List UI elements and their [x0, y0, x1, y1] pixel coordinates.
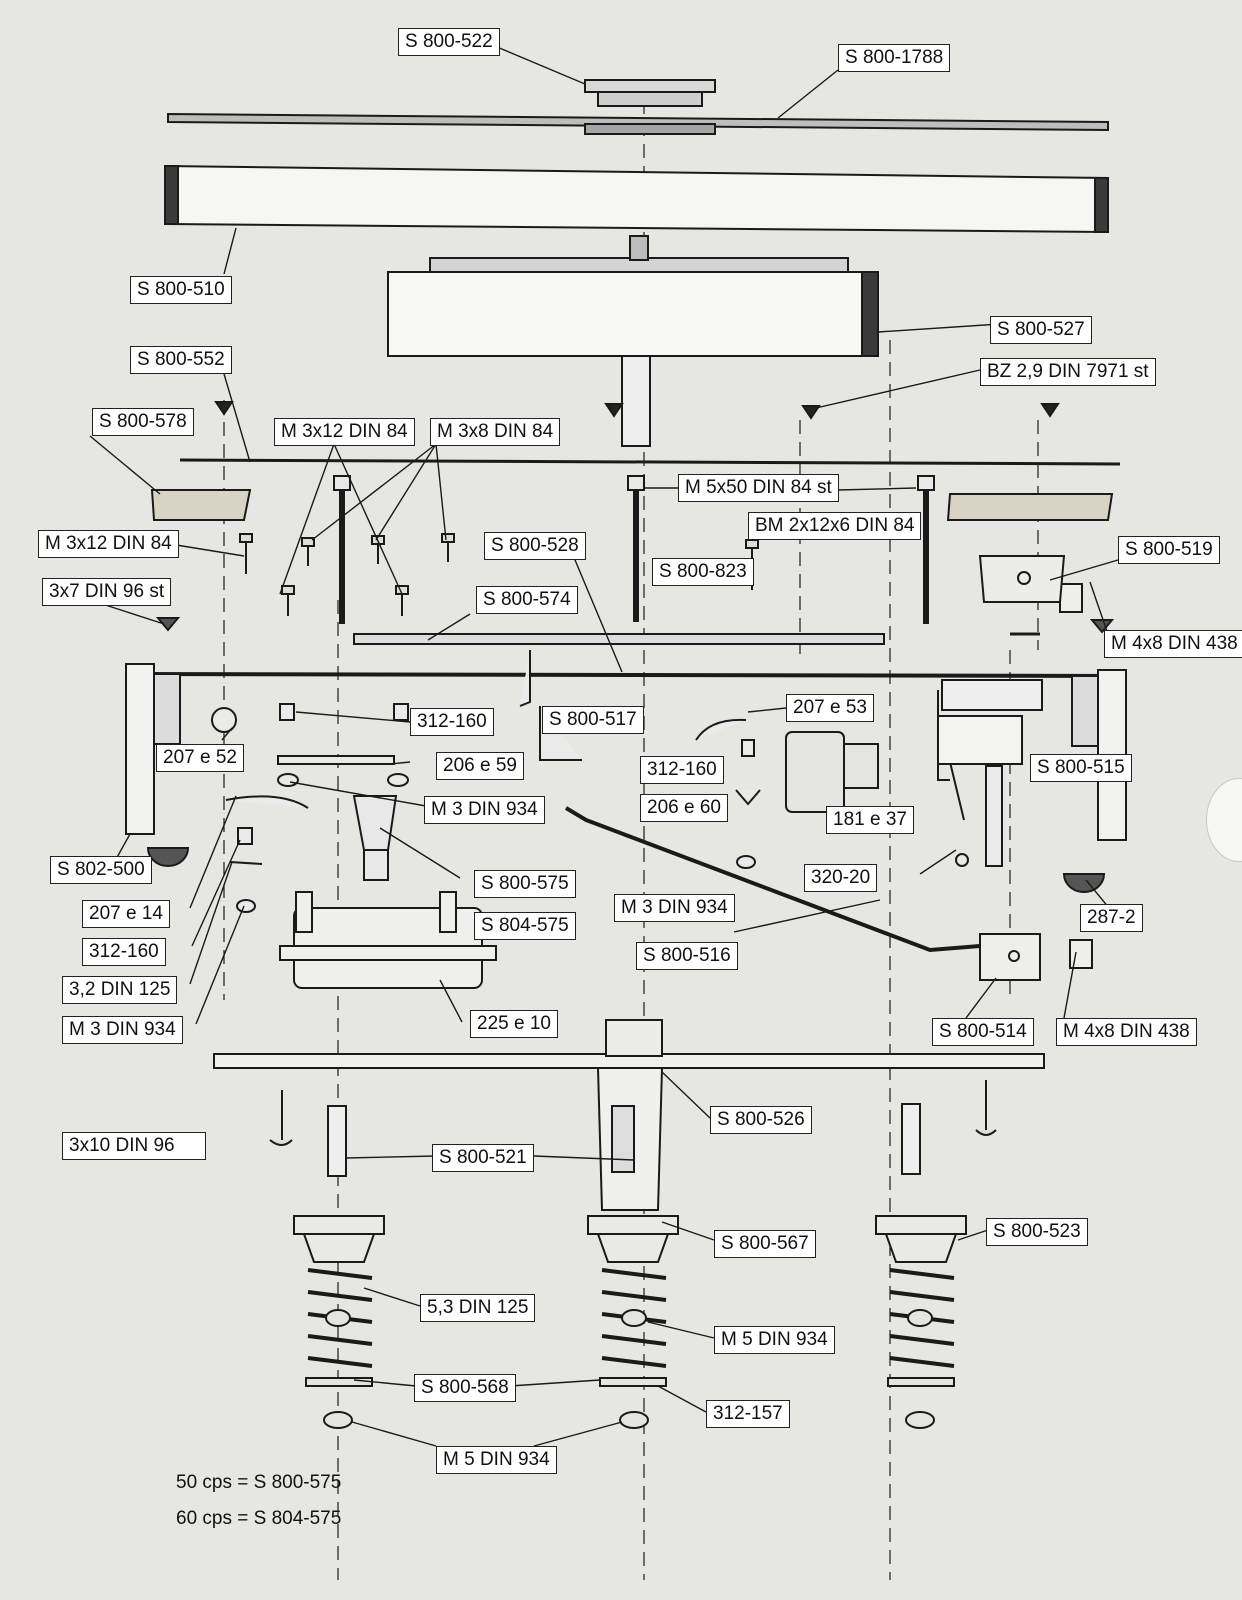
part-label: BZ 2,9 DIN 7971 st — [980, 358, 1156, 386]
cup-part — [354, 796, 396, 880]
part-label: S 804-575 — [474, 912, 576, 940]
part-label: M 3 DIN 934 — [62, 1016, 183, 1044]
part-label: S 800-519 — [1118, 536, 1220, 564]
part-label: S 800-567 — [714, 1230, 816, 1258]
bar-574 — [354, 634, 884, 644]
spring-feet — [294, 1216, 966, 1262]
pin-right — [902, 1104, 920, 1174]
part-label: 225 e 10 — [470, 1010, 558, 1038]
part-label: 320-20 — [804, 864, 877, 892]
part-label: 3x10 DIN 96 — [62, 1132, 206, 1160]
part-label: 3,2 DIN 125 — [62, 976, 177, 1004]
upper-plate — [180, 460, 1120, 464]
part-label: M 5 DIN 934 — [714, 1326, 835, 1354]
part-label: M 4x8 DIN 438 — [1104, 630, 1242, 658]
frequency-note: 50 cps = S 800-575 — [176, 1472, 342, 1493]
part-label: 181 e 37 — [826, 806, 914, 834]
part-label: S 800-568 — [414, 1374, 516, 1402]
part-label: S 800-515 — [1030, 754, 1132, 782]
part-label: M 3x8 DIN 84 — [430, 418, 560, 446]
wood-block-right — [948, 494, 1112, 520]
part-label: 207 e 14 — [82, 900, 170, 928]
part-label: S 800-510 — [130, 276, 232, 304]
part-label: 312-160 — [640, 756, 724, 784]
deck-line — [130, 674, 1122, 676]
part-label: S 800-523 — [986, 1218, 1088, 1246]
part-label: S 800-516 — [636, 942, 738, 970]
part-label: S 800-528 — [484, 532, 586, 560]
part-label: S 800-823 — [652, 558, 754, 586]
box-519 — [980, 556, 1064, 634]
part-label: S 800-517 — [542, 706, 644, 734]
part-label: M 3x12 DIN 84 — [274, 418, 415, 446]
long-screws — [334, 476, 934, 624]
part-label: 312-160 — [82, 938, 166, 966]
part-label: S 800-578 — [92, 408, 194, 436]
pin-left — [328, 1106, 346, 1176]
part-label: S 800-575 — [474, 870, 576, 898]
long-housing — [165, 166, 1108, 232]
part-label: S 800-514 — [932, 1018, 1034, 1046]
part-label: S 800-526 — [710, 1106, 812, 1134]
nuts-washers — [306, 1310, 954, 1428]
frequency-note: 60 cps = S 804-575 — [176, 1508, 342, 1529]
part-label: S 800-521 — [432, 1144, 534, 1172]
part-label: S 800-552 — [130, 346, 232, 374]
upper-right-frame — [938, 680, 1042, 780]
motor-box — [388, 236, 878, 446]
wood-block-left — [152, 490, 250, 520]
lever-516 — [566, 808, 980, 950]
part-label: S 800-527 — [990, 316, 1092, 344]
top-cover-strip — [168, 114, 1108, 134]
part-label: 3x7 DIN 96 st — [42, 578, 171, 606]
part-label: M 3 DIN 934 — [614, 894, 735, 922]
part-label: 206 e 59 — [436, 752, 524, 780]
part-label: BM 2x12x6 DIN 84 — [748, 512, 921, 540]
part-label: 5,3 DIN 125 — [420, 1294, 535, 1322]
part-label: M 3 DIN 934 — [424, 796, 545, 824]
switch-181 — [786, 732, 878, 812]
part-label: 206 e 60 — [640, 794, 728, 822]
part-label: S 800-522 — [398, 28, 500, 56]
top-cap — [585, 80, 715, 106]
sleeve-top — [606, 1020, 662, 1056]
misc-parts — [212, 650, 1002, 912]
part-label: 207 e 52 — [156, 744, 244, 772]
part-label: S 800-1788 — [838, 44, 950, 72]
part-label: 312-160 — [410, 708, 494, 736]
part-label: 207 e 53 — [786, 694, 874, 722]
part-label: 312-157 — [706, 1400, 790, 1428]
part-label: M 3x12 DIN 84 — [38, 530, 179, 558]
part-label: M 5 DIN 934 — [436, 1446, 557, 1474]
part-label: M 4x8 DIN 438 — [1056, 1018, 1197, 1046]
part-label: 287-2 — [1080, 904, 1143, 932]
part-label: S 802-500 — [50, 856, 152, 884]
part-label: S 800-574 — [476, 586, 578, 614]
motor-225 — [280, 892, 496, 988]
part-label: M 5x50 DIN 84 st — [678, 474, 839, 502]
